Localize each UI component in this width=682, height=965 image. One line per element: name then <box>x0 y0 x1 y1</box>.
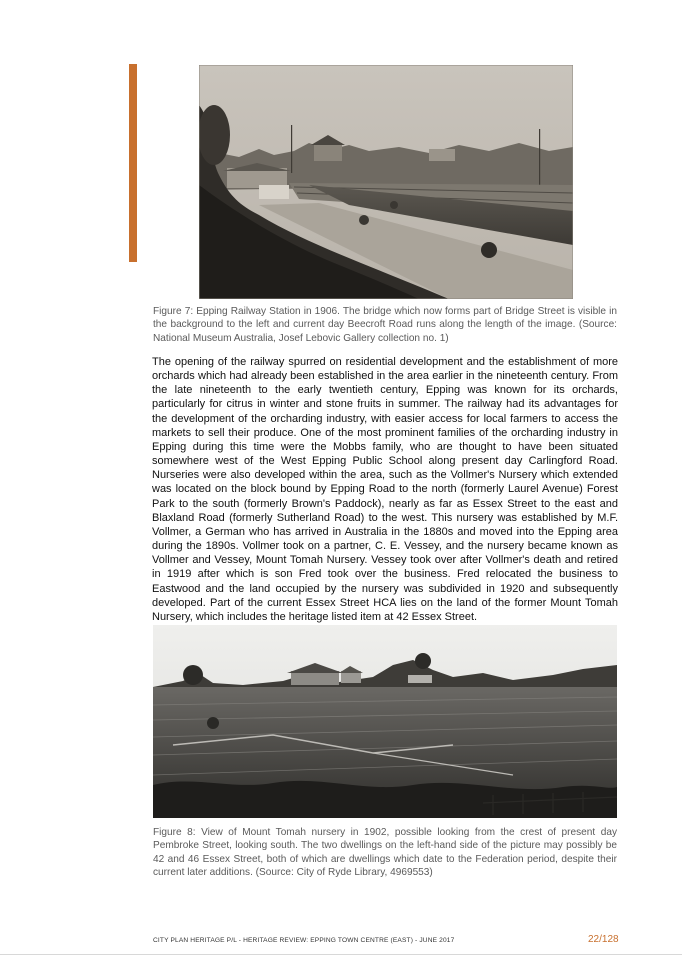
figure-7-caption: Figure 7: Epping Railway Station in 1906. The bridge which now forms part of Bridge Street is visible in the background to the left and current day Beecroft Road runs along the length of the image. (Source: National Museum Australia, Josef Lebovic Gallery collection no. 1) <box>153 306 617 344</box>
footer-divider <box>0 954 682 955</box>
figure-8-photo <box>153 625 617 818</box>
page-number: 22/128 <box>588 934 619 945</box>
figure-7-photo <box>199 65 573 299</box>
accent-bar <box>129 64 137 262</box>
body-paragraph: The opening of the railway spurred on residential development and the establishment of more orchards which had already been established in the area earlier in the nineteenth century. From the late nineteenth to the early twentieth century, Epping was known for its orchards, particularly for citrus in winter and stone fruits in summer. The railway had its advantages for the development of the orcharding industry, with easier access for local farmers to access the markets to sell their produce. One of the most prominent families of the orcharding industry in Epping during this time were the Mobbs family, who are thought to have been situated somewhere west of the West Epping Public School along present day Carlingford Road. Nurseries were also developed within the area, such as the Vollmer's Nursery which extended was located on the block bound by Epping Road to the north (formerly Laurel Avenue) Forest Park to the south (formerly Brown's Paddock), nearly as far as Essex Street to the east and Blaxland Road (formerly Sutherland Road) to the west. This nursery was established by M.F. Vollmer, a German who has arrived in Australia in the 1880s and moved into the Epping area during the 1890s. Vollmer took on a partner, C. E. Vessey, and the nursery became known as Vollmer and Vessey, Mount Tomah Nursery. Vessey took over after Vollmer's death and retired in 1919 after which is son Fred took over the business. Fred relocated the business to Eastwood and the land occupied by the nursery was subdivided in 1920 and subsequently developed. Part of the current Essex Street HCA lies on the land of the former Mount Tomah Nursery, which includes the heritage listed item at 42 Essex Street. <box>152 356 618 623</box>
figure-8-caption: Figure 8: View of Mount Tomah nursery in 1902, possible looking from the crest of present day Pembroke Street, looking south. The two dwellings on the left-hand side of the picture may possibly be 42 and 46 Essex Street, both of which are dwellings which date to the Federation period, despite their current later additions. (Source: City of Ryde Library, 4969553) <box>153 827 617 879</box>
footer-document-title: CITY PLAN HERITAGE P/L - HERITAGE REVIEW: EPPING TOWN CENTRE (EAST) - JUNE 2017 <box>153 937 455 944</box>
